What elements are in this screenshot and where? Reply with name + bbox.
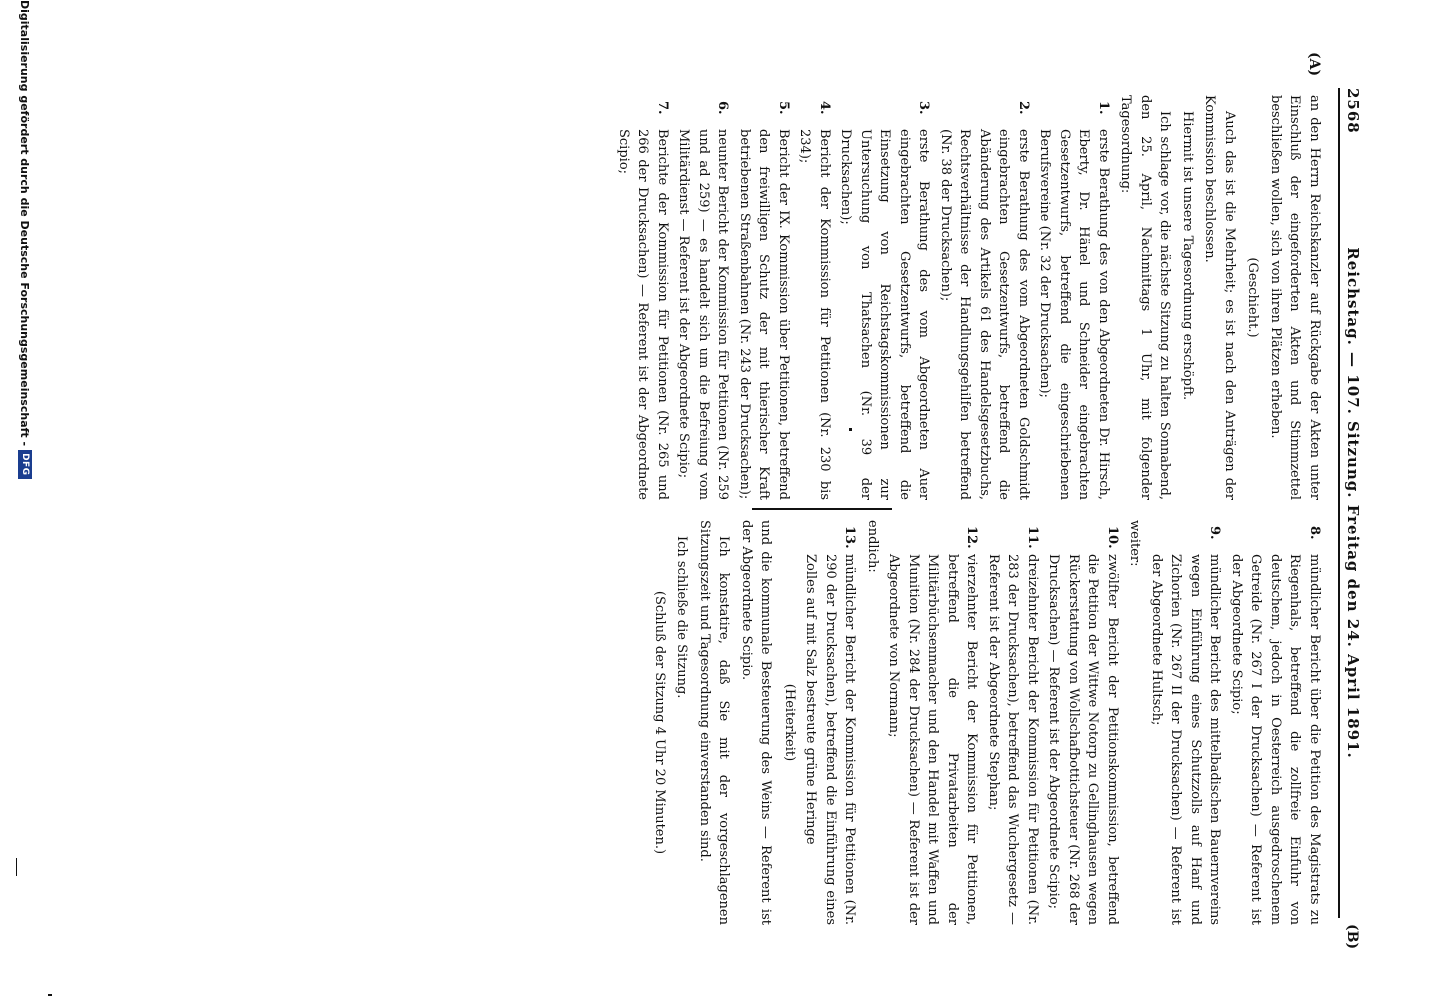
agenda-item-number: 2. — [1016, 101, 1031, 115]
agenda-item-number: 11. — [1025, 526, 1040, 549]
agenda-item-text: mündlicher Bericht der Kommission für Petitionen (Nr. 290 der Drucksachen), betreffend die Einführung eines Zolles auf mit Salz bestreute grüne Heringe — [803, 554, 858, 925]
agenda-item-text: erste Berathung des vom Abgeordneten Goldschmidt eingebrachten Gesetzentwurfs, betreffend die Abänderung des Artikels 61 des Handelsgesetzbuchs, Rechtsverhältnisse der Handlungsgehilfen betreffend (Nr. 38 der Drucksachen); — [938, 129, 1031, 500]
stage-note: (Geschieht.) — [1245, 257, 1261, 338]
agenda-item-number: 12. — [964, 526, 980, 549]
agenda-item — [614, 95, 673, 500]
agenda-item-text: neunter Bericht der Kommission für Petitionen (Nr. 259 und ad 259) — es handelt sich um die Befreiung vom Militärdienst — Referent ist der Abgeordnete Scipio; — [676, 129, 731, 500]
agenda-item — [836, 95, 934, 500]
agenda-item — [1044, 520, 1122, 925]
agenda-item-text: dreizehnter Bericht der Kommission für Petitionen (Nr. 283 der Drucksachen), betreffend das Wuchergesetz — Referent ist der Abgeordnete Stephan; — [986, 554, 1040, 925]
agenda-item-number: 7. — [655, 101, 670, 115]
margin-mark-b: (B) — [1344, 924, 1360, 950]
agenda-item — [1035, 95, 1113, 500]
page-title: Reichstag. — 107. Sitzung. Freitag den 24. April 1891. — [1344, 247, 1362, 759]
paragraph: und die kommunale Besteuerung des Weins — Referent ist der Abgeordnete Scipio. — [739, 520, 774, 925]
page-number: 2568 — [1344, 88, 1362, 134]
agenda-item-text: mündlicher Bericht über die Petition des Magistrats zu Riegenhals, betreffend die zollfreie Einfuhr von deutschem, jedoch in Oesterreich ausgedroschenem Getreide (Nr. 267 I der Drucksachen) — Referent ist der Abgeordnete Scipio; — [1229, 554, 1322, 925]
paragraph: Auch das ist die Mehrheit; es ist nach den Anträgen der Kommission beschlossen. — [1202, 95, 1237, 500]
column-divider — [752, 508, 892, 510]
agenda-item-text: erste Berathung des von den Abgeordneten Dr. Hirsch, Eberty, Dr. Hänel und Schneider eingebrachten Gesetzentwurfs, betreffend die eingeschriebenen Berufsvereine (Nr. 32 der Drucksachen); — [1037, 129, 1111, 500]
agenda-item — [1147, 520, 1225, 925]
scan-speck — [849, 428, 852, 431]
right-column — [646, 520, 1325, 925]
agenda-item — [735, 95, 794, 500]
agenda-item — [674, 95, 733, 500]
agenda-item-text: zwölfter Bericht der Petitionskommission, betreffend die Petition der Wittwe Notorp zu Gellinghausen wegen Rückerstattung von Wollschafbottichsteuer (Nr. 268 der Drucksachen) — Referent ist der Abgeordnete Scipio; — [1046, 554, 1120, 925]
agenda-item-number: 5. — [776, 101, 791, 115]
agenda-item-number: 9. — [1207, 526, 1223, 540]
agenda-item-text: Bericht der Kommission für Petitionen (Nr. 230 bis 234); — [797, 129, 832, 500]
agenda-item-number: 4. — [817, 101, 832, 115]
agenda-item-number: 3. — [916, 101, 932, 115]
agenda-item — [984, 520, 1043, 925]
continuation-label: weiter: — [1127, 520, 1143, 567]
final-label: endlich: — [865, 520, 880, 573]
agenda-item-text: Bericht der IX. Kommission über Petitionen, betreffend den freiwilligen Schutz der mit thierischer Kraft betriebenen Straßenbahnen (Nr. 243 der Drucksachen); — [737, 129, 791, 500]
page-header — [1338, 88, 1362, 918]
agenda-item-number: 10. — [1105, 526, 1120, 549]
digitization-credit — [16, 0, 34, 1000]
agenda-item — [1227, 520, 1325, 925]
digitization-credit-text: Digitalisierung gefördert durch die Deutsche Forschungsgemeinschaft - — [18, 0, 32, 447]
agenda-item — [795, 95, 834, 500]
agenda-item-number: 13. — [842, 526, 858, 549]
agenda-item-text: mündlicher Bericht des mittelbadischen Bauernvereins wegen Einführung eines Schutzzolls auf Hanf und Zichorien (Nr. 267 II der Drucksachen) — Referent ist der Abgeordnete Hultsch; — [1149, 554, 1223, 925]
margin-mark-a: (A) — [1306, 52, 1322, 77]
paragraph: Ich schlage vor, die nächste Sitzung zu halten Sonnabend, den 25. April, Nachmittags 1 Uhr, mit folgender Tagesordnung: — [1118, 95, 1173, 500]
intro-paragraph: an den Herrn Reichskanzler auf Rückgabe der Akten unter Einschluß der eingeforderten Akten und Stimmzettel beschließen wollen, sich von ihren Plätzen erheben. — [1268, 95, 1322, 500]
agenda-item — [884, 520, 982, 925]
header-rule — [1338, 88, 1340, 918]
paragraph: Ich konstatire, daß Sie mit der vorgeschlagenen Sitzungszeit und Tagesordnung einverstanden sind. — [697, 520, 732, 925]
agenda-item-number: 6. — [715, 101, 731, 115]
dfg-logo: DFG — [18, 450, 32, 479]
agenda-item — [936, 95, 1034, 500]
closing-note: (Schluß der Sitzung 4 Uhr 20 Minuten.) — [652, 590, 667, 855]
agenda-item-number: 1. — [1096, 101, 1111, 115]
scan-speck — [48, 994, 52, 996]
stage-note: (Heiterkeit) — [782, 683, 797, 762]
left-column — [612, 95, 1325, 500]
agenda-item-number: 8. — [1307, 526, 1322, 540]
agenda-item-text: vierzehnter Bericht der Kommission für Petitionen, betreffend die Privatarbeiten der Militärbüchsenmacher und den Handel mit Waffen und Munition (Nr. 284 der Drucksachen) — Referent ist der Abgeordnete von Normann; — [886, 554, 980, 925]
agenda-item — [801, 520, 860, 925]
paragraph: Ich schließe die Sitzung. — [674, 536, 690, 699]
agenda-item-text: Berichte der Kommission für Petitionen (Nr. 265 und 266 der Drucksachen) — Referent ist der Abgeordnete Scipio; — [616, 129, 670, 500]
agenda-item-text: erste Berathung des vom Abgeordneten Auer eingebrachten Gesetzentwurfs, betreffend die Einsetzung von Reichstagskommissionen zur Untersuchung von Thatsachen (Nr. 39 der Drucksachen); — [838, 129, 932, 500]
paragraph: Hiermit ist unsere Tagesordnung erschöpft. — [1180, 111, 1195, 401]
